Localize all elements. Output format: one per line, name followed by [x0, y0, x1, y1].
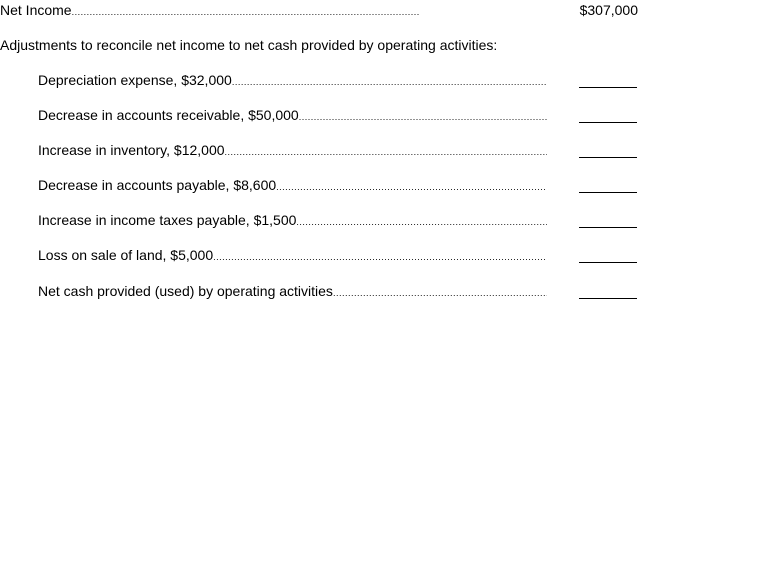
- item-label: Decrease in accounts receivable, $50,000: [38, 107, 299, 123]
- item-row-depreciation: [0, 70, 780, 90]
- dot-leader: [213, 245, 547, 265]
- dot-leader: [299, 105, 547, 125]
- item-label-wrap: [38, 281, 547, 301]
- item-label: Depreciation expense, $32,000: [38, 72, 232, 88]
- answer-blank[interactable]: [579, 210, 637, 230]
- item-label-wrap: [38, 105, 547, 125]
- net-income-label-wrap: [0, 0, 547, 20]
- net-income-amount: $307,000: [579, 2, 638, 18]
- item-row-inventory: [0, 140, 780, 160]
- item-label-wrap: [38, 245, 547, 265]
- adjustments-heading: Adjustments to reconcile net income to net cash provided by operating activities:: [0, 37, 498, 53]
- item-label: Increase in inventory, $12,000: [38, 142, 225, 158]
- item-label: Decrease in accounts payable, $8,600: [38, 177, 277, 193]
- dot-leader: [276, 175, 547, 195]
- dot-leader: [296, 210, 547, 230]
- answer-blank[interactable]: [579, 70, 637, 90]
- item-label-wrap: [38, 70, 547, 90]
- item-label: Increase in income taxes payable, $1,500: [38, 212, 297, 228]
- item-row-accounts-payable: [0, 175, 780, 195]
- dot-leader: [232, 70, 547, 90]
- item-row-accounts-receivable: [0, 105, 780, 125]
- item-row-net-cash-operating: [0, 281, 780, 301]
- answer-blank[interactable]: [579, 281, 637, 301]
- item-label-wrap: [38, 140, 547, 160]
- item-label: Net cash provided (used) by operating activities: [38, 283, 333, 299]
- net-income-label: Net Income: [0, 2, 72, 18]
- item-row-loss-on-land: [0, 245, 780, 265]
- item-label-wrap: [38, 175, 547, 195]
- item-label-wrap: [38, 210, 547, 230]
- answer-blank[interactable]: [579, 140, 637, 160]
- answer-blank[interactable]: [579, 245, 637, 265]
- answer-blank[interactable]: [579, 105, 637, 125]
- item-row-income-taxes-payable: [0, 210, 780, 230]
- dot-leader: [225, 140, 547, 160]
- net-income-row: [0, 0, 780, 20]
- item-label: Loss on sale of land, $5,000: [38, 247, 214, 263]
- dot-leader: [333, 281, 547, 301]
- dot-leader: [72, 0, 547, 20]
- answer-blank[interactable]: [579, 175, 637, 195]
